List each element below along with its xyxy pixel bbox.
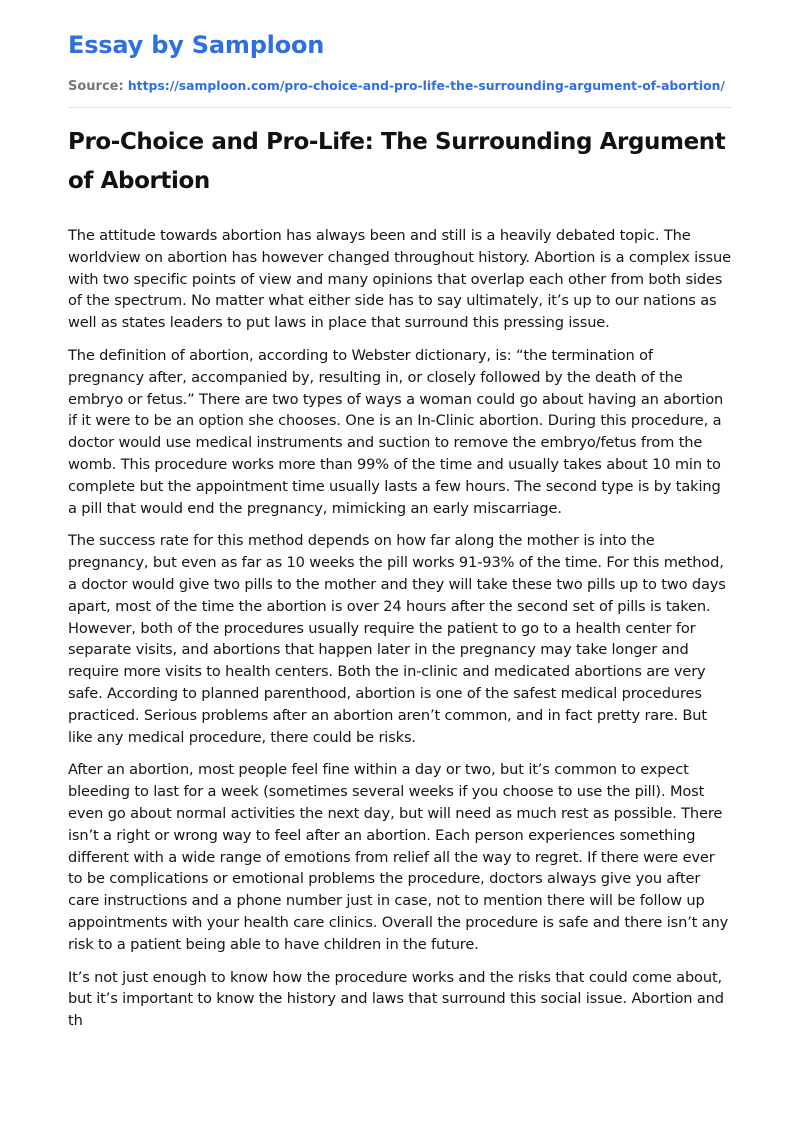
essay-paragraph: It’s not just enough to know how the procedure works and the risks that could come about, but it’s important to know the history and laws that surround this social issue. Abortion and th [68, 968, 724, 1030]
essay-paragraph: The success rate for this method depends on how far along the mother is into the pregnancy, but even as far as 10 weeks the pill works 91-93% of the time. For this method, a doctor would give two pills to the mother and they will take these two pills up to two days apart, most of the time the abortion is over 24 hours after the second set of pills is taken. However, both of the procedures usually require the patient to go to a health center for separate visits, and abortions that happen later in the pregnancy may take longer and require more visits to health centers. Both the in-clinic and medicated abortions are very safe. According to planned parenthood, abortion is one of the safest medical procedures practiced. Serious problems after an abortion aren’t common, and in fact pretty rare. But like any medical procedure, there could be risks. [68, 532, 726, 746]
essay-paragraph: The attitude towards abortion has always been and still is a heavily debated topic. The worldview on abortion has however changed throughout history. Abortion is a complex issue with two specific points of view and many opinions that overlap each other from both sides of the spectrum. No matter what either side has to say ultimately, it’s up to our nations as well as states leaders to put laws in place that surround this pressing issue. [68, 227, 731, 332]
essay-title: Pro-Choice and Pro-Life: The Surrounding Argument of Abortion [68, 129, 726, 194]
essay-body [68, 225, 732, 1032]
essay-paragraph: After an abortion, most people feel fine within a day or two, but it’s common to expect bleeding to last for a week (sometimes several weeks if you choose to use the pill). Most even go about normal activities the next day, but will need as much rest as possible. There isn’t a right or wrong way to feel after an abortion. Each person experiences something different with a wide range of emotions from relief all the way to regret. If there were ever to be complications or emotional problems the procedure, doctors always give you after care instructions and a phone number just in case, not to mention there will be follow up appointments with your health care clinics. Overall the procedure is safe and there isn’t any risk to a patient being able to have children in the future. [68, 761, 729, 953]
essay-paragraph: The definition of abortion, according to Webster dictionary, is: “the termination of pregnancy after, accompanied by, resulting in, or closely followed by the death of the embryo or fetus.” There are two types of ways a woman could go about having an abortion if it were to be an option she chooses. One is an In-Clinic abortion. During this procedure, a doctor would use medical instruments and suction to remove the embryo/fetus from the womb. This procedure works more than 99% of the time and usually takes about 10 min to complete but the appointment time usually lasts a few hours. The second type is by taking a pill that would end the pregnancy, mimicking an early miscarriage. [68, 346, 724, 517]
source-label: Source: [68, 79, 124, 94]
source-line [68, 77, 732, 96]
header-divider [68, 107, 732, 108]
source-link[interactable]: https://samploon.com/pro-choice-and-pro-life-the-surrounding-argument-of-abortion/ [127, 78, 725, 93]
brand-title: Essay by Samploon [68, 31, 325, 59]
